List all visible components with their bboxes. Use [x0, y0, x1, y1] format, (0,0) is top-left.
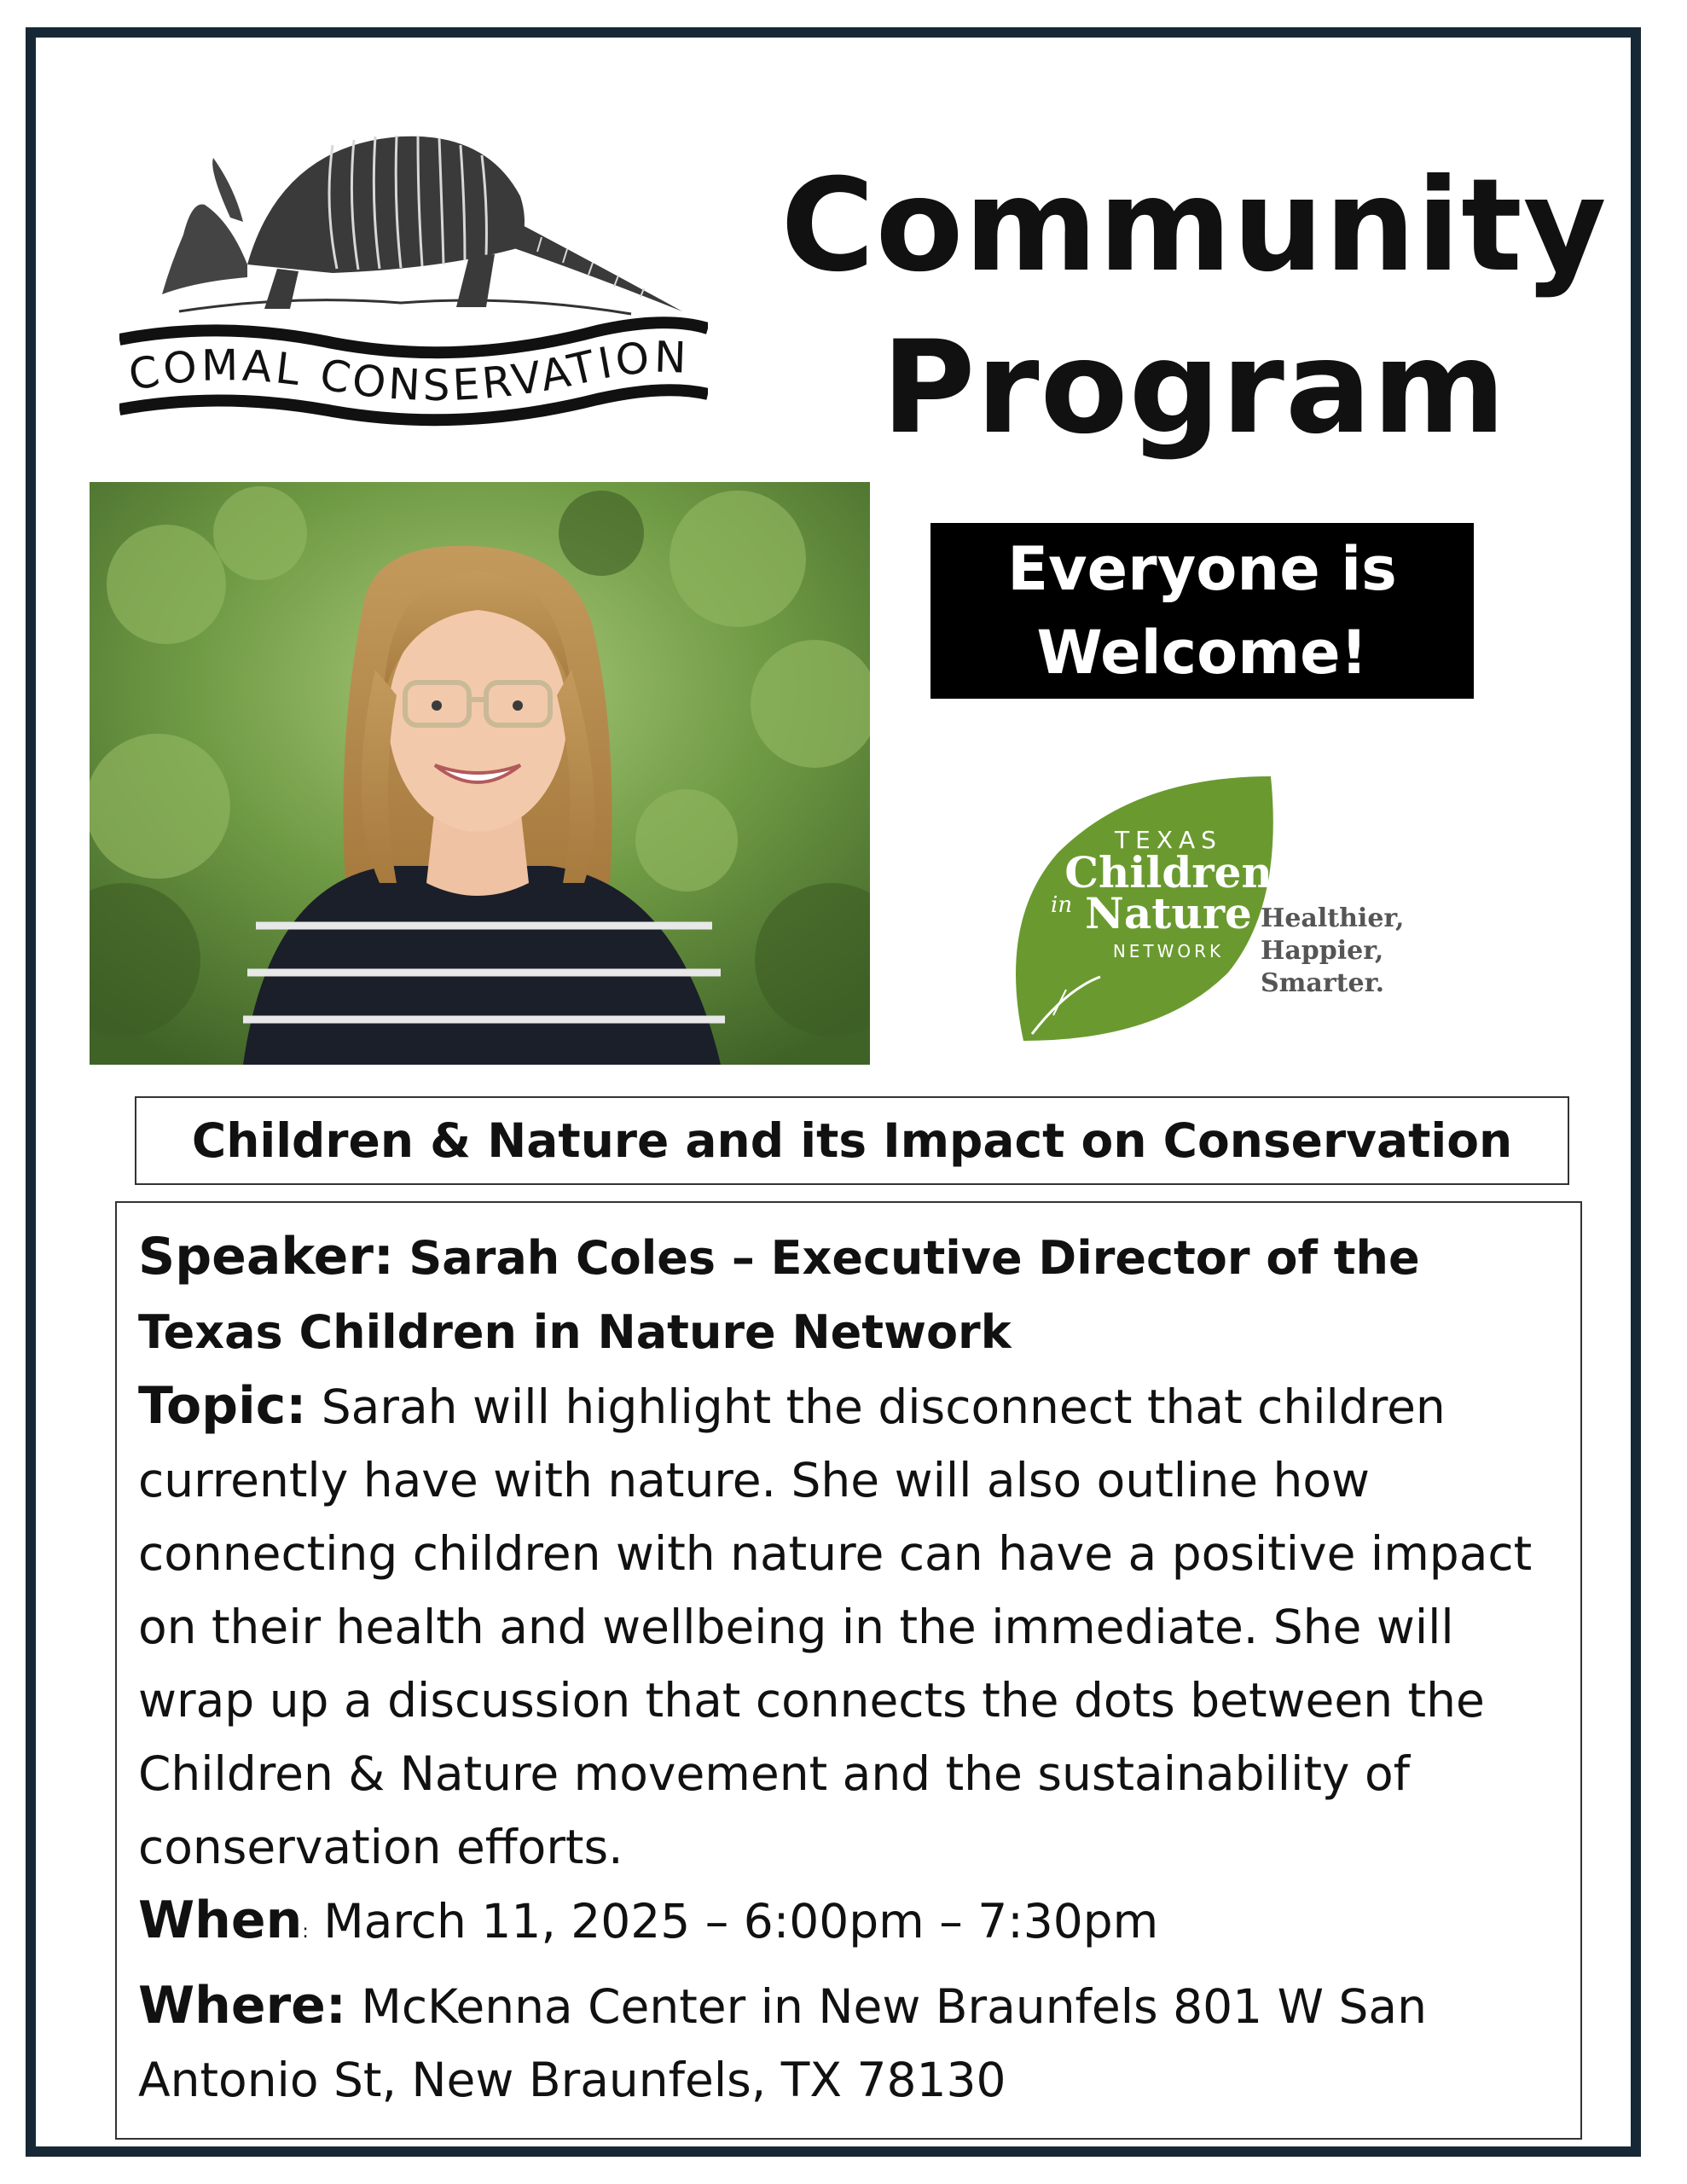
topic-value: Sarah will highlight the disconnect that children currently have with nature. She will also outline how connecting children with nature can have a positive impact on their health and wellbeing in the immediate. She will wrap up a discussion that connects the dots between the Children & Nature movement and the sustainability of conservation efforts.	[138, 1380, 1533, 1874]
topic-label: Topic:	[138, 1376, 307, 1436]
where-value: McKenna Center in New Braunfels 801 W San Antonio St, New Braunfels, TX 78130	[138, 1979, 1427, 2107]
tcin-children-label: Children	[1064, 847, 1272, 897]
comal-conservation-logo	[119, 119, 708, 427]
speaker-photo	[90, 482, 870, 1065]
event-title: Children & Nature and its Impact on Conservation	[135, 1096, 1569, 1185]
comal-logo-text: COMAL CONSERVATION	[125, 332, 691, 410]
tcin-state-label: TEXAS	[1115, 826, 1222, 854]
when-value: March 11, 2025 – 6:00pm – 7:30pm	[323, 1894, 1159, 1949]
tagline-line-3: Smarter.	[1261, 968, 1385, 998]
welcome-banner	[930, 523, 1474, 699]
tagline-line-1: Healthier,	[1261, 903, 1405, 933]
welcome-line-1: Everyone is	[1007, 534, 1397, 604]
speaker-value: Sarah Coles – Executive Director of the Texas Children in Nature Network	[138, 1231, 1420, 1359]
speaker-section	[138, 1220, 1559, 1369]
speaker-label: Speaker:	[138, 1227, 394, 1287]
tcin-nature-label: Nature	[1085, 888, 1252, 938]
armadillo-icon	[119, 119, 708, 427]
event-details	[115, 1201, 1582, 2140]
tcin-network-label: NETWORK	[1112, 941, 1225, 961]
title-line-2: Program	[881, 314, 1507, 462]
where-label: Where:	[138, 1976, 346, 2036]
topic-section	[138, 1369, 1559, 1884]
title-line-1: Community	[780, 152, 1608, 300]
texas-children-in-nature-logo	[1006, 768, 1433, 1049]
when-label: When	[138, 1891, 303, 1950]
tagline-line-2: Happier,	[1261, 936, 1384, 966]
when-colon: :	[302, 1921, 309, 1943]
welcome-line-2: Welcome!	[1036, 618, 1368, 688]
when-section	[138, 1884, 1559, 1969]
tcin-in-label: in	[1051, 892, 1073, 918]
page-title	[768, 145, 1620, 469]
where-section	[138, 1969, 1559, 2117]
tcin-tagline	[1261, 903, 1405, 1000]
